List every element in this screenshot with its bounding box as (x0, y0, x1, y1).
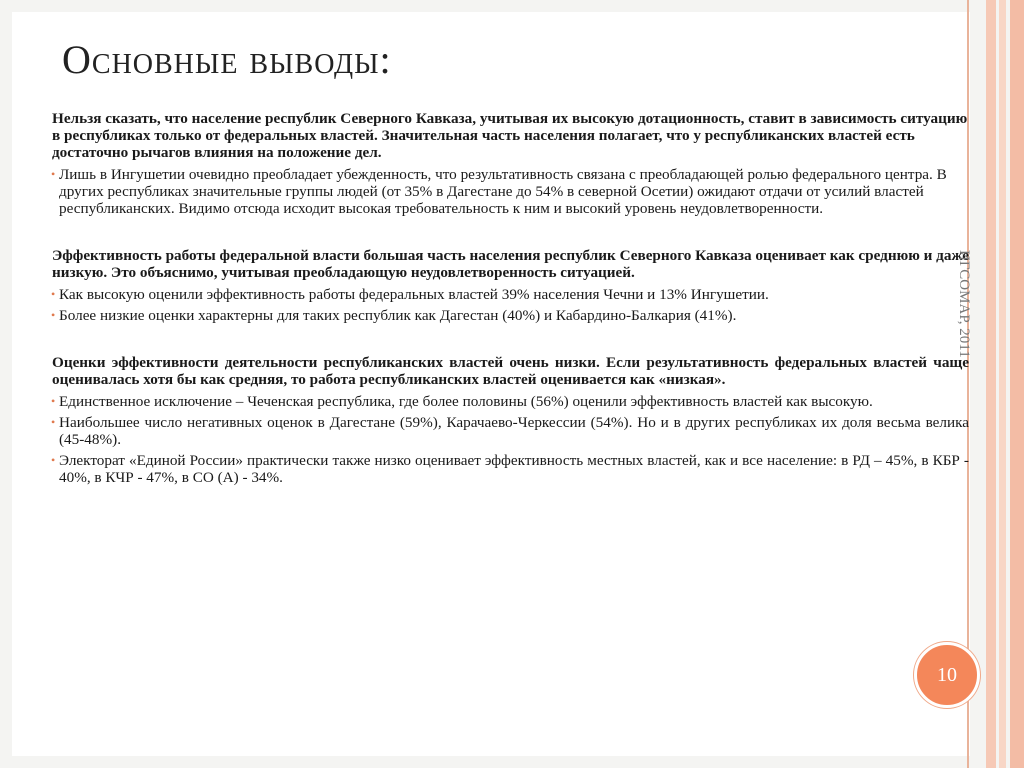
bullet-icon: • (51, 167, 56, 181)
section-2 (52, 247, 969, 324)
slide-title: Основные выводы: (62, 37, 392, 82)
decor-stripe (999, 0, 1006, 768)
section-lead: Эффективность работы федеральной власти большая часть населения республик Северного Кавказа оценивает как среднюю и даже низкую. Это объяснимо, учитывая преобладающую неудовлетворенность ситуацией. (52, 247, 969, 281)
slide-body (52, 110, 969, 490)
decor-stripe (986, 0, 996, 768)
bullet-item (52, 286, 969, 303)
bullet-item (52, 166, 969, 217)
bullet-item (52, 307, 969, 324)
bullet-item (52, 393, 969, 410)
bullet-text: Как высокую оценили эффективность работы федеральных властей 39% населения Чечни и 13% Ингушетии. (59, 286, 769, 303)
bullet-text: Электорат «Единой России» практически также низко оценивает эффективность местных властей, как и все население: в РД – 45%, в КБР - 40%, в КЧР - 47%, в СО (А) - 34%. (59, 452, 969, 486)
bullet-icon: • (51, 453, 56, 467)
section-1 (52, 110, 969, 217)
bullet-item (52, 414, 969, 448)
bullet-text: Лишь в Ингушетии очевидно преобладает убежденность, что результативность связана с преобладающей ролью федерального центра. В других республиках значительные группы людей (от 35% в Дагестане до 54% в северной Осетии) ожидают отдачи от усилий властей республиканских. Видимо отсюда исходит высокая требовательность к ним и высокий уровень неудовлетворенности. (59, 166, 947, 217)
section-lead: Нельзя сказать, что население республик Северного Кавказа, учитывая их высокую дотационность, ставит в зависимость ситуацию в республиках только от федеральных властей. Значительная часть населения полагает, что у республиканских властей есть достаточно рычагов влияния на положение дел. (52, 110, 968, 161)
section-lead: Оценки эффективности деятельности республиканских властей очень низки. Если результативность федеральных властей чаще оценивалась хотя бы как средняя, то работа республиканских властей оценивается как «низкая». (52, 354, 969, 388)
bullet-text: Более низкие оценки характерны для таких республик как Дагестан (40%) и Кабардино-Балкария (41%). (59, 307, 737, 324)
bullet-text: Единственное исключение – Чеченская республика, где более половины (56%) оценили эффективность властей как высокую. (59, 393, 873, 410)
bullet-text: Наибольшее число негативных оценок в Дагестане (59%), Карачаево-Черкессии (54%). Но и в других республиках их доля весьма велика (45-48%). (59, 414, 969, 448)
bullet-icon: • (51, 394, 56, 408)
bullet-icon: • (51, 308, 56, 322)
spacer (52, 328, 969, 354)
page-number: 10 (937, 663, 957, 686)
bullet-item (52, 452, 969, 486)
side-caption: ИГСОМАР, 2011 (956, 250, 972, 358)
spacer (52, 221, 969, 247)
page-number-badge (914, 642, 980, 708)
bullet-icon: • (51, 287, 56, 301)
section-3 (52, 354, 969, 486)
decor-stripe (1010, 0, 1024, 768)
bullet-icon: • (51, 415, 56, 429)
